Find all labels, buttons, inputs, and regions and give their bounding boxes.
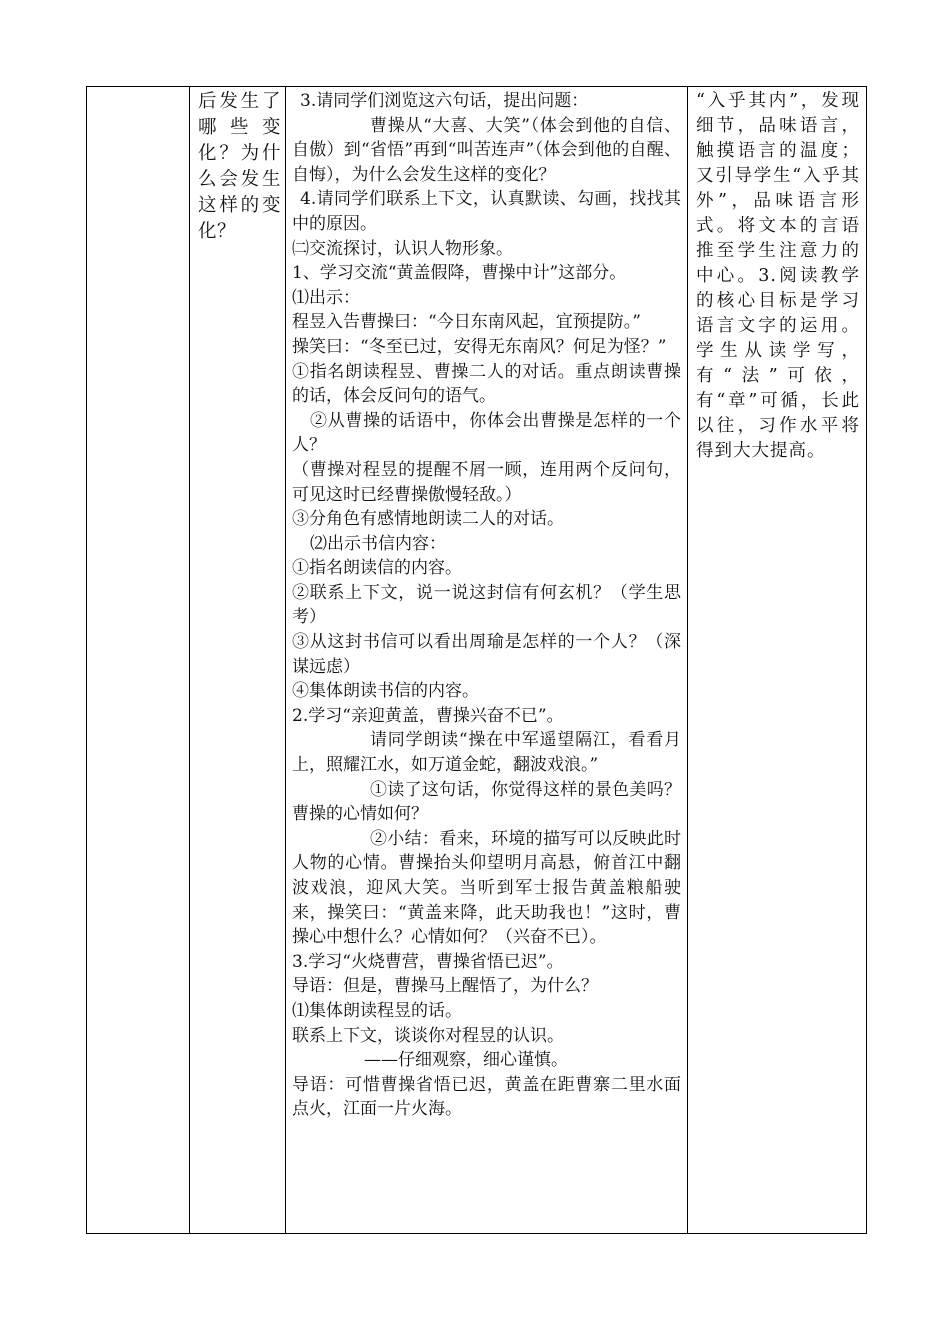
table-row xyxy=(87,87,867,1234)
teaching-process-cell xyxy=(286,87,688,1234)
process-paragraph: ⑴集体朗读程昱的话。 xyxy=(292,1000,462,1021)
process-paragraph: 1、学习交流“黄盖假降，曹操中计”这部分。 xyxy=(292,263,627,284)
process-paragraph: ②联系上下文，说一说这封信有何玄机？（学生思考） xyxy=(292,582,681,628)
process-paragraph: ①指名朗读信的内容。 xyxy=(292,558,462,579)
process-paragraph: 导语：可惜曹操省悟已迟，黄盖在距曹寨二里水面点火，江面一片火海。 xyxy=(292,1074,681,1120)
process-paragraph: ①读了这句话，你觉得这样的景色美吗？曹操的心情如何？ xyxy=(292,779,681,825)
question-text: 后发生了哪些变化？为什么会发生这样的变化？ xyxy=(198,91,281,242)
process-paragraph: 曹操从“大喜、大笑”（体会到他的自信、自傲）到“省悟”再到“叫苦连声”（体会到他的自醒、自悔），为什么会发生这样的变化？ xyxy=(292,115,681,185)
process-paragraph: ⑴出示： xyxy=(292,287,360,308)
lesson-plan-table xyxy=(86,86,867,1234)
teaching-process-text xyxy=(286,87,687,1122)
process-paragraph: 程昱入告曹操曰：“今日东南风起，宜预提防。” xyxy=(292,312,641,333)
process-paragraph: ②从曹操的话语中，你体会出曹操是怎样的一个人？ xyxy=(292,410,681,456)
process-paragraph: ②小结：看来，环境的描写可以反映此时人物的心情。曹操抬头仰望明月高悬，俯首江中翻波戏浪，迎风大笑。当听到军士报告黄盖粮船驶来，操笑曰：“黄盖来降，此天助我也！”这时，曹操心中想什么？心情如何？（兴奋不已）。 xyxy=(292,828,681,948)
process-paragraph: 3.请同学们浏览这六句话，提出问题： xyxy=(300,91,589,111)
blank-column-cell xyxy=(87,87,190,1234)
process-paragraph: 操笑曰：“冬至已过，安得无东南风？何足为怪？” xyxy=(292,336,667,357)
process-paragraph: 请同学朗读“操在中军遥望隔江，看看月上，照耀江水，如万道金蛇，翻波戏浪。” xyxy=(292,730,681,776)
process-paragraph: 导语：但是，曹操马上醒悟了，为什么？ xyxy=(292,976,598,997)
design-intent-cell xyxy=(688,87,867,1234)
process-paragraph: ③从这封书信可以看出周瑜是怎样的一个人？（深谋远虑） xyxy=(292,632,681,677)
process-paragraph: ——仔细观察，细心谨慎。 xyxy=(364,1050,568,1071)
process-paragraph: 3.学习“火烧曹营，曹操省悟已迟”。 xyxy=(292,951,564,972)
process-paragraph: （曹操对程昱的提醒不屑一顾，连用两个反问句，可见这时已经曹操傲慢轻敌。） xyxy=(292,459,681,505)
process-paragraph: ①指名朗读程昱、曹操二人的对话。重点朗读曹操的话，体会反问句的语气。 xyxy=(292,361,681,407)
process-paragraph: 联系上下文，谈谈你对程昱的认识。 xyxy=(292,1025,564,1046)
process-paragraph: 4.请同学们联系上下文，认真默读、勾画，找找其中的原因。 xyxy=(292,189,681,234)
design-intent-text: “入乎其内”，发现细节，品味语言，触摸语言的温度；又引导学生“入乎其外”，品味语言形式。将文本的言语推至学生注意力的中心。3.阅读教学的核心目标是学习语言文字的运用。学生从读学写，有“法”可依，有“章”可循，长此以往，习作水平将得到大大提高。 xyxy=(696,91,860,461)
process-paragraph: ⑵出示书信内容： xyxy=(310,533,446,554)
process-paragraph: ③分角色有感情地朗读二人的对话。 xyxy=(292,509,564,530)
question-column-cell xyxy=(190,87,286,1234)
process-paragraph: ㈡交流探讨，认识人物形象。 xyxy=(292,238,513,259)
process-paragraph: 2.学习“亲迎黄盖，曹操兴奋不已”。 xyxy=(292,705,564,726)
process-paragraph: ④集体朗读书信的内容。 xyxy=(292,681,479,702)
